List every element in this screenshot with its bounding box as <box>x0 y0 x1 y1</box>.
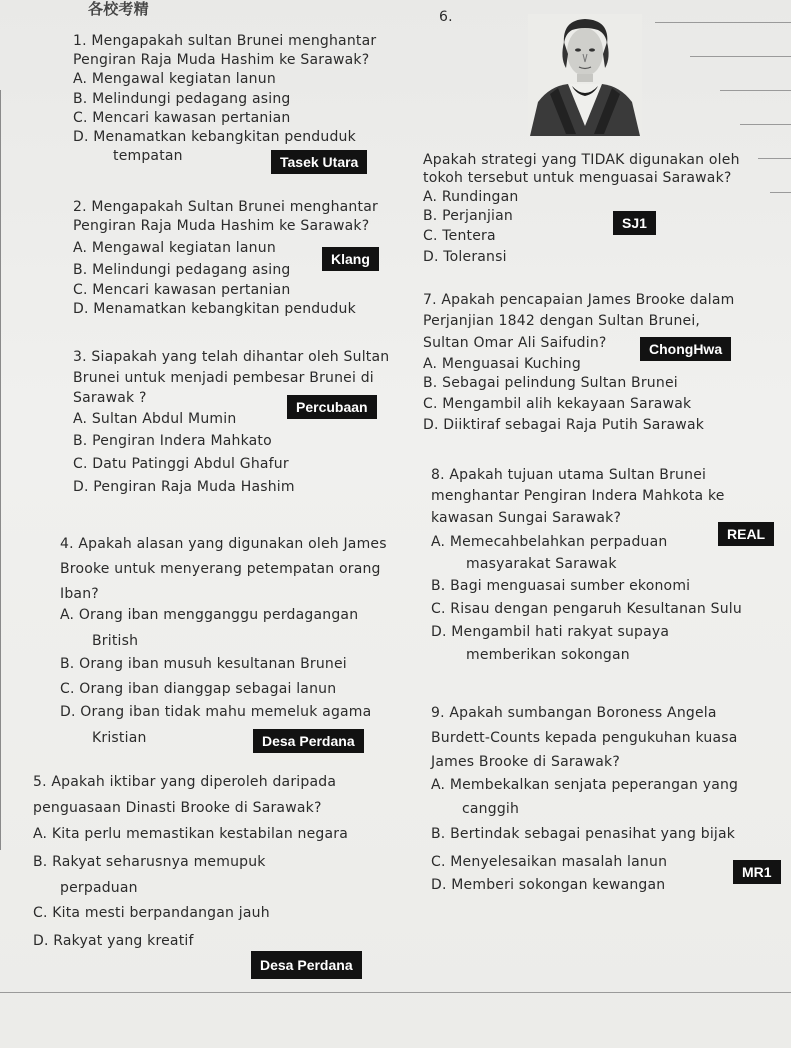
option-a-continued: masyarakat Sarawak <box>466 556 617 572</box>
question-text: menghantar Pengiran Indera Mahkota ke <box>431 488 725 504</box>
school-tag: Klang <box>322 247 379 271</box>
question-text: Pengiran Raja Muda Hashim ke Sarawak? <box>73 218 370 234</box>
option-a: A. Kita perlu memastikan kestabilan negara <box>33 826 349 842</box>
question-text: Iban? <box>60 586 99 602</box>
option-d: D. Pengiran Raja Muda Hashim <box>73 479 295 495</box>
option-c: C. Mencari kawasan pertanian <box>73 110 291 126</box>
question-text: Sultan Omar Ali Saifudin? <box>423 335 607 351</box>
school-tag: SJ1 <box>613 211 656 235</box>
question-text: 1. Mengapakah sultan Brunei menghantar <box>73 33 377 49</box>
question-text: James Brooke di Sarawak? <box>431 754 620 770</box>
option-d-continued: memberikan sokongan <box>466 647 630 663</box>
option-c: C. Orang iban dianggap sebagai lanun <box>60 681 337 697</box>
school-tag: Tasek Utara <box>271 150 367 174</box>
question-text: 4. Apakah alasan yang digunakan oleh James <box>60 536 387 552</box>
option-b: B. Sebagai pelindung Sultan Brunei <box>423 375 678 391</box>
question-text: kawasan Sungai Sarawak? <box>431 510 622 526</box>
option-d-continued: Kristian <box>92 730 147 746</box>
school-tag: REAL <box>718 522 774 546</box>
option-a: A. Membekalkan senjata peperangan yang <box>431 777 739 793</box>
question-text: Perjanjian 1842 dengan Sultan Brunei, <box>423 313 701 329</box>
option-a: A. Rundingan <box>423 189 519 205</box>
option-a: A. Sultan Abdul Mumin <box>73 411 237 427</box>
option-b: B. Bertindak sebagai penasihat yang bijak <box>431 826 736 842</box>
option-d: D. Toleransi <box>423 249 507 265</box>
option-a-continued: canggih <box>462 801 520 817</box>
question-text: 7. Apakah pencapaian James Brooke dalam <box>423 292 735 308</box>
option-a: A. Menguasai Kuching <box>423 356 581 372</box>
school-tag: Percubaan <box>287 395 377 419</box>
james-brooke-portrait-image <box>528 14 642 136</box>
question-text: Apakah strategi yang TIDAK digunakan oleh <box>423 152 740 168</box>
question-text: 9. Apakah sumbangan Boroness Angela <box>431 705 717 721</box>
ruled-line <box>720 90 791 91</box>
page-number: 6. <box>439 9 453 25</box>
ruled-line <box>740 124 791 125</box>
option-d-continued: tempatan <box>113 148 183 164</box>
option-c: C. Tentera <box>423 228 496 244</box>
bottom-rule <box>0 992 791 993</box>
option-b: B. Bagi menguasai sumber ekonomi <box>431 578 691 594</box>
option-a: A. Memecahbelahkan perpaduan <box>431 534 668 550</box>
ruled-line <box>770 192 791 193</box>
option-a: A. Mengawal kegiatan lanun <box>73 240 276 256</box>
option-b-continued: perpaduan <box>60 880 138 896</box>
ruled-line <box>758 158 791 159</box>
school-tag: MR1 <box>733 860 781 884</box>
question-text: 8. Apakah tujuan utama Sultan Brunei <box>431 467 707 483</box>
option-b: B. Melindungi pedagang asing <box>73 91 291 107</box>
question-text: Pengiran Raja Muda Hashim ke Sarawak? <box>73 52 370 68</box>
option-b: B. Melindungi pedagang asing <box>73 262 291 278</box>
option-b: B. Orang iban musuh kesultanan Brunei <box>60 656 347 672</box>
question-text: Sarawak ? <box>73 390 147 406</box>
option-a-continued: British <box>92 633 139 649</box>
school-tag: Desa Perdana <box>253 729 364 753</box>
option-d: D. Rakyat yang kreatif <box>33 933 194 949</box>
option-d: D. Diiktiraf sebagai Raja Putih Sarawak <box>423 417 705 433</box>
option-d: D. Menamatkan kebangkitan penduduk <box>73 129 356 145</box>
option-b: B. Perjanjian <box>423 208 513 224</box>
option-c: C. Mengambil alih kekayaan Sarawak <box>423 396 692 412</box>
option-a: A. Mengawal kegiatan lanun <box>73 71 276 87</box>
option-a: A. Orang iban mengganggu perdagangan <box>60 607 359 623</box>
question-text: tokoh tersebut untuk menguasai Sarawak? <box>423 170 732 186</box>
question-text: 3. Siapakah yang telah dihantar oleh Sultan <box>73 349 390 365</box>
option-d: D. Menamatkan kebangkitan penduduk <box>73 301 356 317</box>
option-c: C. Mencari kawasan pertanian <box>73 282 291 298</box>
question-text: 5. Apakah iktibar yang diperoleh daripada <box>33 774 337 790</box>
left-edge <box>0 90 1 850</box>
option-d: D. Orang iban tidak mahu memeluk agama <box>60 704 372 720</box>
option-d: D. Memberi sokongan kewangan <box>431 877 666 893</box>
source-header: 各校考精 <box>88 0 149 18</box>
question-text: Brunei untuk menjadi pembesar Brunei di <box>73 370 374 386</box>
option-c: C. Kita mesti berpandangan jauh <box>33 905 270 921</box>
ruled-line <box>690 56 791 57</box>
option-c: C. Risau dengan pengaruh Kesultanan Sulu <box>431 601 742 617</box>
question-text: penguasaan Dinasti Brooke di Sarawak? <box>33 800 322 816</box>
option-d: D. Mengambil hati rakyat supaya <box>431 624 670 640</box>
school-tag: ChongHwa <box>640 337 731 361</box>
option-b: B. Pengiran Indera Mahkato <box>73 433 272 449</box>
question-text: Brooke untuk menyerang petempatan orang <box>60 561 381 577</box>
ruled-line <box>655 22 791 23</box>
school-tag: Desa Perdana <box>251 951 362 979</box>
option-c: C. Datu Patinggi Abdul Ghafur <box>73 456 289 472</box>
option-b: B. Rakyat seharusnya memupuk <box>33 854 266 870</box>
option-c: C. Menyelesaikan masalah lanun <box>431 854 668 870</box>
question-text: 2. Mengapakah Sultan Brunei menghantar <box>73 199 378 215</box>
question-text: Burdett-Counts kepada pengukuhan kuasa <box>431 730 738 746</box>
